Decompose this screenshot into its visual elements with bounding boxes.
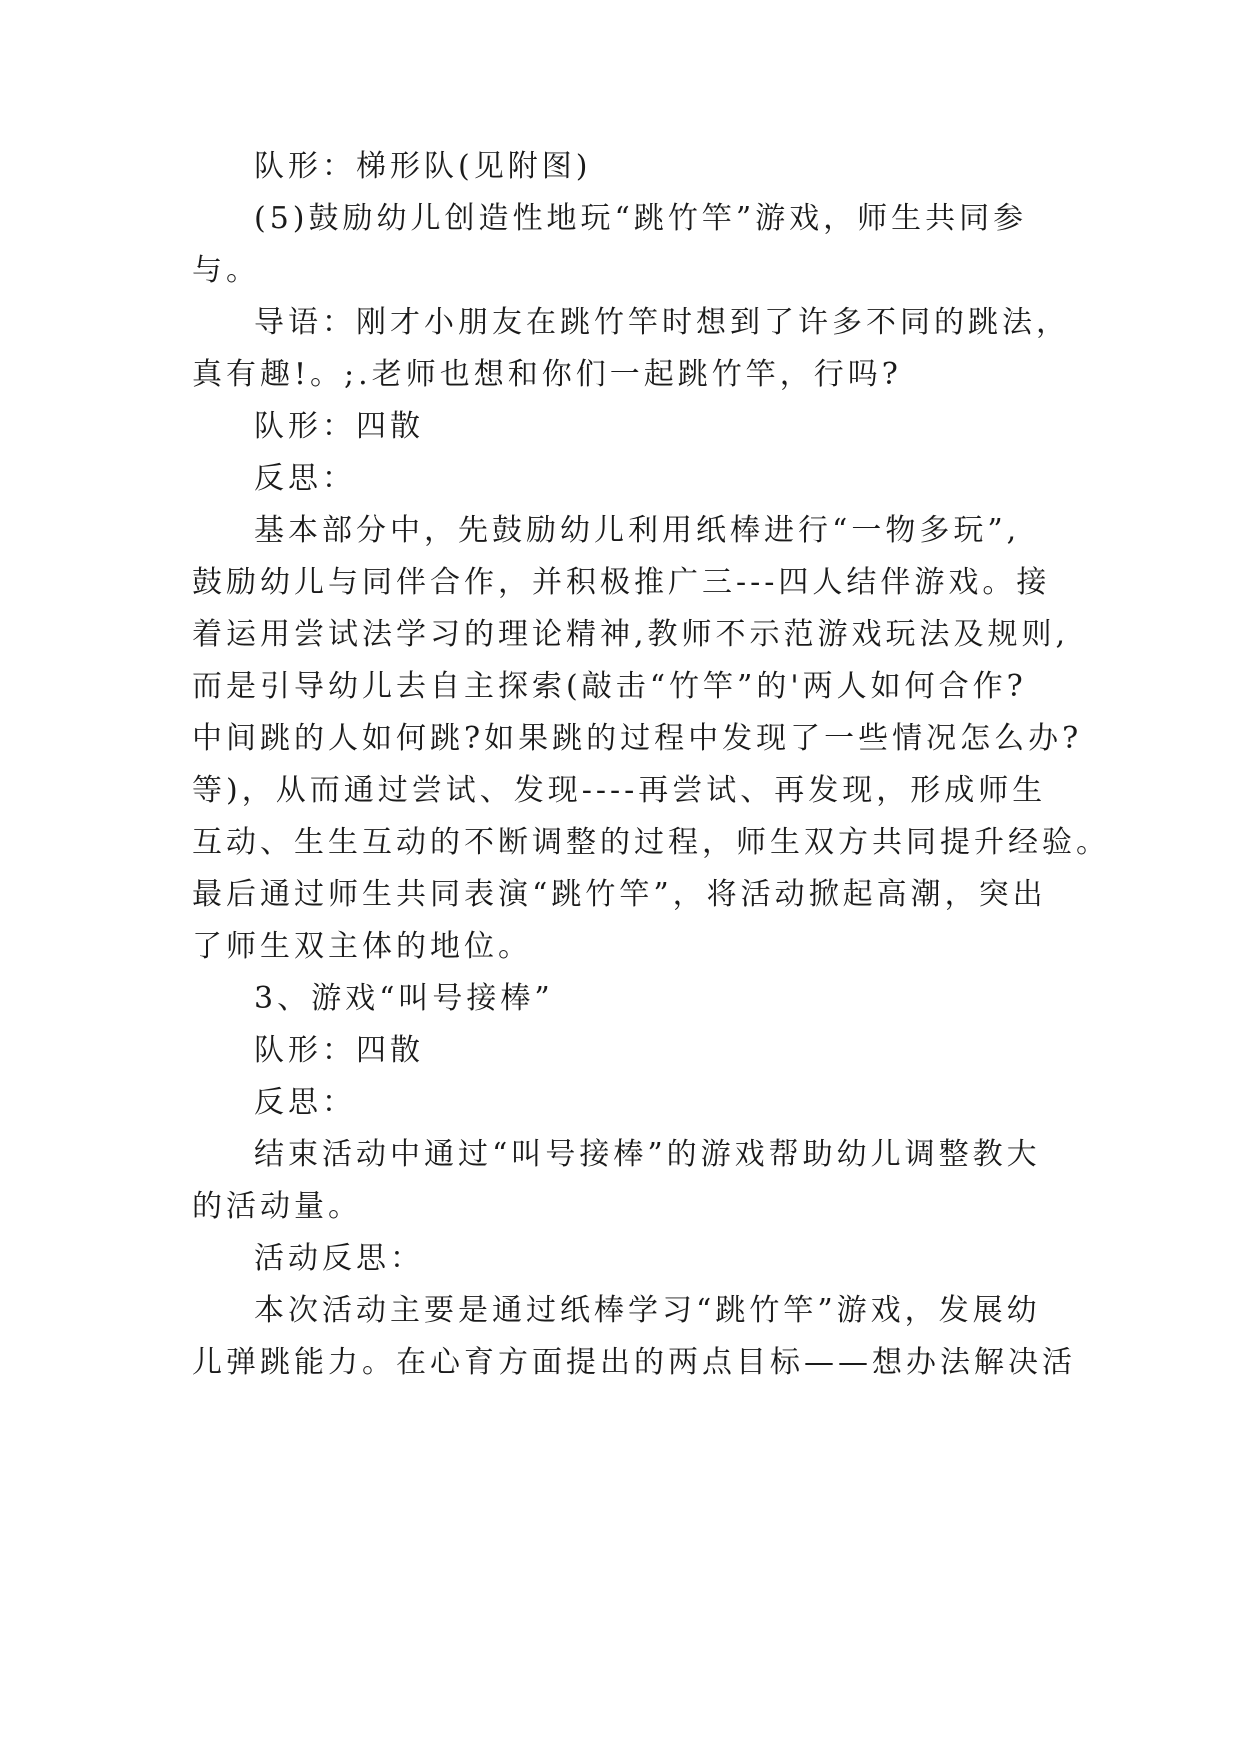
text-line-reflection-heading: 反思： bbox=[254, 461, 356, 496]
text-line-activity-reflection-heading: 活动反思： bbox=[254, 1241, 424, 1276]
text-line-step5: (5)鼓励幼儿创造性地玩“跳竹竿”游戏，师生共同参 bbox=[254, 201, 1028, 236]
text-line-reflection-heading-2: 反思： bbox=[254, 1085, 356, 1120]
text-line-reflection-5: 中间跳的人如何跳?如果跳的过程中发现了一些情况怎么办? bbox=[192, 721, 1083, 756]
text-line-reflection-4: 而是引导幼儿去自主探索(敲击“竹竿”的'两人如何合作? bbox=[192, 669, 1027, 704]
text-line-formation-scattered: 队形：四散 bbox=[254, 409, 424, 444]
text-line-activity-reflection-2: 儿弹跳能力。在心育方面提出的两点目标——想办法解决活 bbox=[192, 1345, 1076, 1380]
text-line-guide: 导语：刚才小朋友在跳竹竿时想到了许多不同的跳法， bbox=[254, 305, 1070, 340]
text-line-guide-cont: 真有趣!。;.老师也想和你们一起跳竹竿，行吗? bbox=[192, 357, 902, 392]
text-line-formation-trapezoid: 队形：梯形队(见附图) bbox=[254, 149, 592, 184]
text-line-formation-scattered-2: 队形：四散 bbox=[254, 1033, 424, 1068]
text-line-ending-1: 结束活动中通过“叫号接棒”的游戏帮助幼儿调整教大 bbox=[254, 1137, 1041, 1172]
text-line-reflection-9: 了师生双主体的地位。 bbox=[192, 929, 532, 964]
text-line-activity-reflection-1: 本次活动主要是通过纸棒学习“跳竹竿”游戏，发展幼 bbox=[254, 1293, 1041, 1328]
text-line-reflection-8: 最后通过师生共同表演“跳竹竿”，将活动掀起高潮，突出 bbox=[192, 877, 1047, 912]
text-line-reflection-3: 着运用尝试法学习的理论精神,教师不示范游戏玩法及规则, bbox=[192, 617, 1070, 652]
text-line-reflection-2: 鼓励幼儿与同伴合作，并积极推广三---四人结伴游戏。接 bbox=[192, 565, 1051, 600]
text-line-reflection-6: 等)，从而通过尝试、发现----再尝试、再发现，形成师生 bbox=[192, 773, 1047, 808]
text-line-ending-2: 的活动量。 bbox=[192, 1189, 362, 1224]
text-line-reflection-1: 基本部分中，先鼓励幼儿利用纸棒进行“一物多玩”, bbox=[254, 513, 1021, 548]
text-line-reflection-7: 互动、生生互动的不断调整的过程，师生双方共同提升经验。 bbox=[192, 825, 1110, 860]
text-line-game3-heading: 3、游戏“叫号接棒” bbox=[254, 981, 554, 1016]
text-line-step5-cont: 与。 bbox=[192, 253, 260, 288]
